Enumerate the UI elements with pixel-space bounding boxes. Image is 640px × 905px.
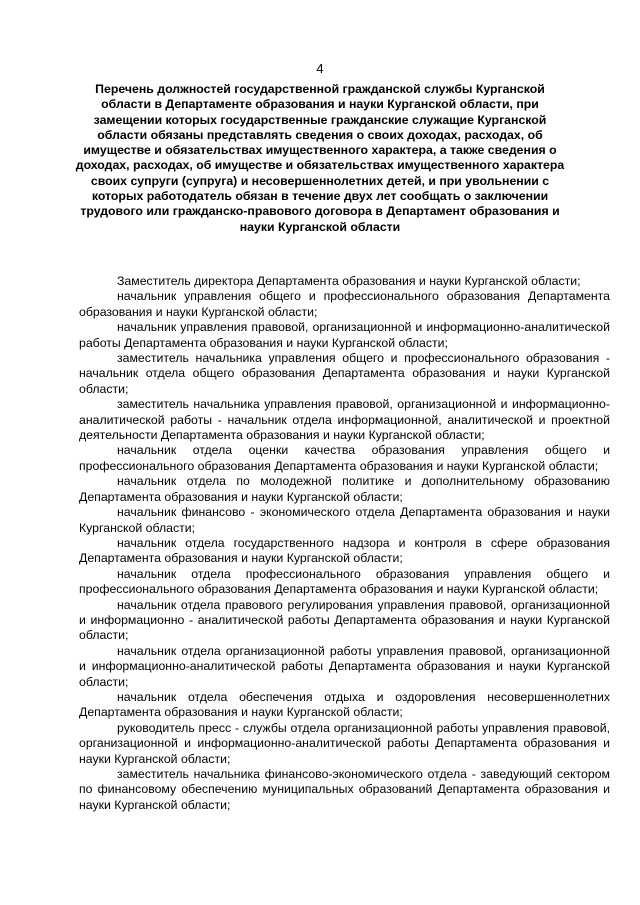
position-list (79, 274, 610, 813)
list-item: начальник отдела обеспечения отдыха и оздоровления несовершеннолетних Департамента образования и науки Курганской области; (79, 689, 610, 720)
list-item: начальник отдела организационной работы управления правовой, организационной и информационно-аналитической работы Департамента образования и науки Курганской области; (79, 643, 610, 689)
list-item: начальник управления общего и профессионального образования Департамента образования и науки Курганской области; (79, 289, 610, 319)
list-item: начальник отдела оценки качества образования управления общего и профессионального образования Департамента образования и науки Курганской области; (79, 443, 610, 473)
list-item: начальник управления правовой, организационной и информационно-аналитической работы Департамента образования и науки Курганской области; (79, 320, 610, 350)
list-item: начальник отдела по молодежной политике и дополнительному образованию Департамента образования и науки Курганской области; (79, 474, 610, 504)
list-item: заместитель начальника управления правовой, организационной и информационно-аналитической работы - начальник отдела информационной, аналитической и проектной деятельности Департамента образования и науки Курганской области; (79, 397, 610, 443)
page-number: 4 (316, 61, 324, 76)
list-item: начальник отдела государственного надзора и контроля в сфере образования Департамента образования и науки Курганской области; (79, 535, 610, 566)
list-item: начальник отдела правового регулирования управления правовой, организационной и информационно - аналитической работы Департамента образования и науки Курганской области; (79, 597, 610, 643)
list-item: начальник финансово - экономического отдела Департамента образования и науки Курганской области; (79, 505, 610, 535)
list-item: руководитель пресс - службы отдела организационной работы управления правовой, организационной и информационно-аналитической работы Департамента образования и науки Курганской области; (79, 720, 610, 766)
list-item: заместитель начальника управления общего и профессионального образования - начальник отдела общего образования Департамента образования и науки Курганской области; (79, 351, 610, 396)
list-item: заместитель начальника финансово-экономического отдела - заведующий сектором по финансовому обеспечению муниципальных образований Департамента образования и науки Курганской области; (79, 767, 610, 812)
document-title: Перечень должностей государственной гражданской службы Курганской области в Департаменте образования и науки Курганской области, при замещении которых государственные гражданские служащие Курганской области обязаны представлять сведения о своих доходах, расходах, об имуществе и обязательствах имущественного характера, а также сведения о доходах, расходах, об имуществе и обязательствах имущественного характера своих супруги (супруга) и несовершеннолетних детей, и при увольнении с которых работодатель обязан в течение двух лет сообщать о заключении трудового или гражданско-правового договора в Департамент образования и науки Курганской области (75, 82, 565, 234)
list-item: Заместитель директора Департамента образования и науки Курганской области; (117, 274, 581, 288)
list-item: начальник отдела профессионального образования управления общего и профессионального образования Департамента образования и науки Курганской области; (79, 566, 610, 597)
